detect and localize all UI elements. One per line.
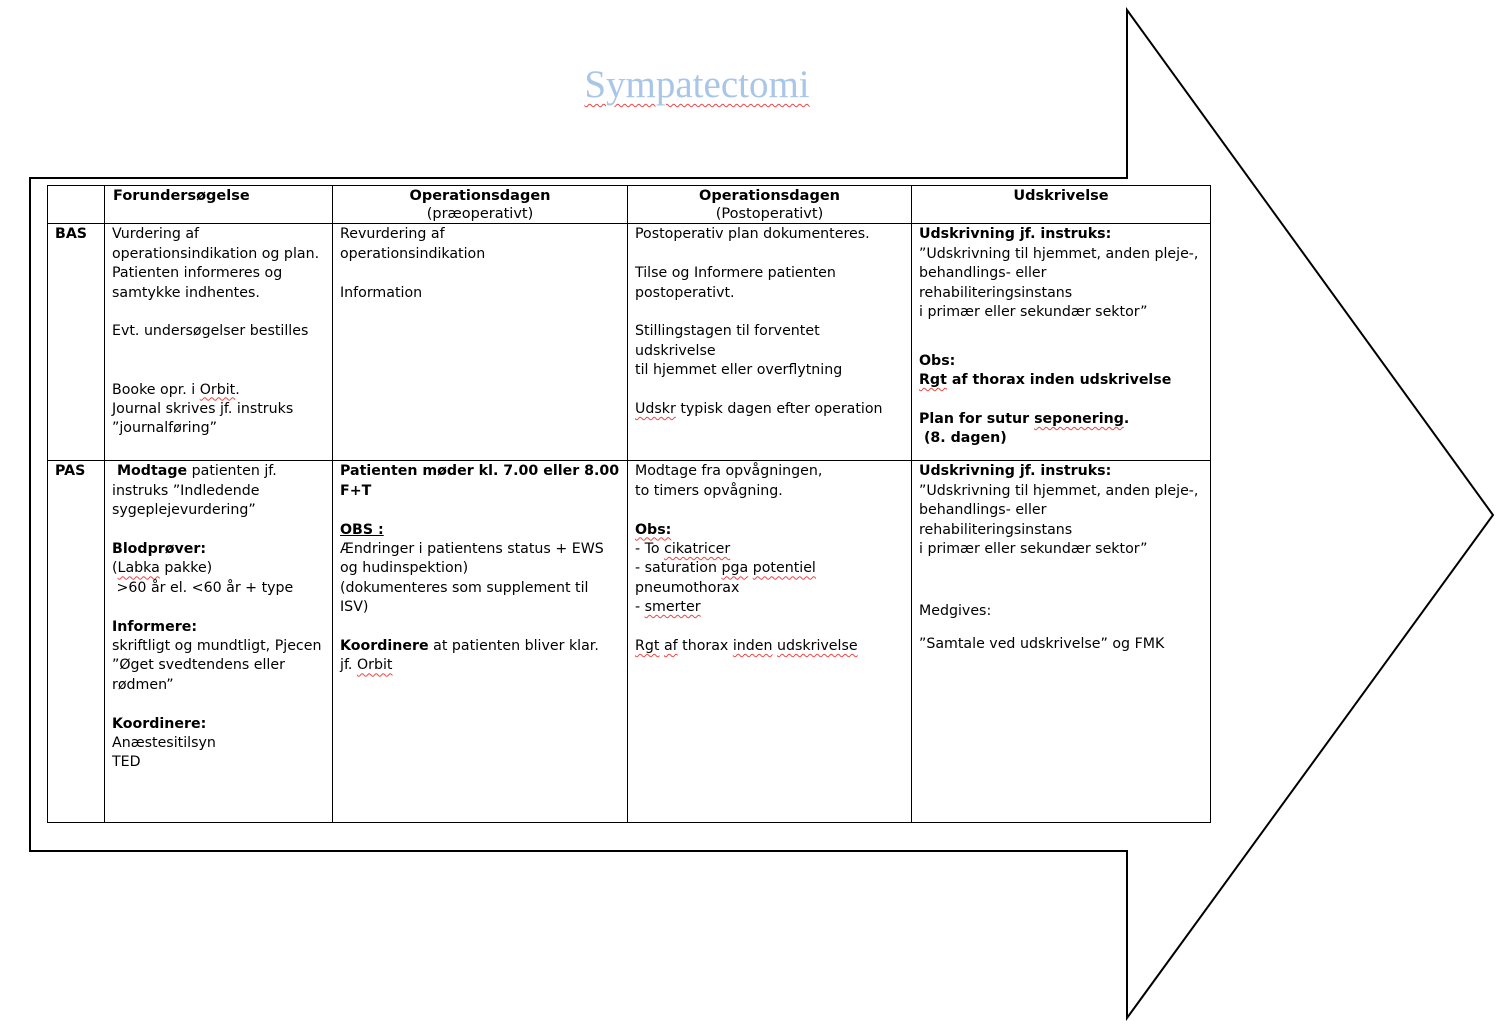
pas-postoperativt-cell: Modtage fra opvågningen, to timers opvågning. Obs: - To cikatricer - saturation pga potentiel pneumothorax - smerter Rgt af thorax inden udskrivelse: [628, 461, 912, 823]
bas-praeoperativt-cell: Revurdering af operationsindikation Information: [333, 224, 628, 461]
pas-praeoperativt-cell: Patienten møder kl. 7.00 eller 8.00 F+T OBS : Ændringer i patientens status + EWS og hudinspektion) (dokumenteres som supplement til ISV) Koordinere at patienten bliver klar. jf. Orbit: [333, 461, 628, 823]
table-header-row: [48, 186, 1211, 224]
care-plan-table: [47, 185, 1211, 823]
bas-postoperativt-cell: Postoperativ plan dokumenteres. Tilse og Informere patienten postoperativt. Stillingstagen til forventet udskrivelse til hjemmet eller overflytning Udskr typisk dagen efter operation: [628, 224, 912, 461]
pas-udskrivelse-cell: Udskrivning jf. instruks: ”Udskrivning til hjemmet, anden pleje-, behandlings- eller rehabiliteringsinstans i primær eller sekundær sektor” Medgives: ”Samtale ved udskrivelse” og FMK: [912, 461, 1211, 823]
row-label-pas: PAS: [48, 461, 105, 823]
pas-forundersoegelse-cell: Modtage patienten jf. instruks ”Indledende sygeplejevurdering” Blodprøver: (Labka pakke) >60 år el. <60 år + type Informere: skriftligt og mundtligt, Pjecen ”Øget svedtendens eller rødmen” Koordinere: Anæstesitilsyn TED: [105, 461, 333, 823]
bas-forundersoegelse-cell: Vurdering af operationsindikation og plan. Patienten informeres og samtykke indhentes. Evt. undersøgelser bestilles Booke opr. i Orbit. Journal skrives jf. instruks ”journalføring”: [105, 224, 333, 461]
header-postoperativt: Operationsdagen (Postoperativt): [628, 186, 912, 224]
header-praeoperativt: Operationsdagen (præoperativt): [333, 186, 628, 224]
row-label-bas: BAS: [48, 224, 105, 461]
header-forundersoegelse: Forundersøgelse: [105, 186, 333, 224]
document-title: Sympatectomi: [584, 63, 810, 106]
table-row-pas: [48, 461, 1211, 823]
header-udskrivelse: Udskrivelse: [912, 186, 1211, 224]
header-empty: [48, 186, 105, 224]
table-row-bas: [48, 224, 1211, 461]
bas-udskrivelse-cell: Udskrivning jf. instruks: ”Udskrivning til hjemmet, anden pleje-, behandlings- eller rehabiliteringsinstans i primær eller sekundær sektor” Obs: Rgt af thorax inden udskrivelse Plan for sutur seponering. (8. dagen): [912, 224, 1211, 461]
